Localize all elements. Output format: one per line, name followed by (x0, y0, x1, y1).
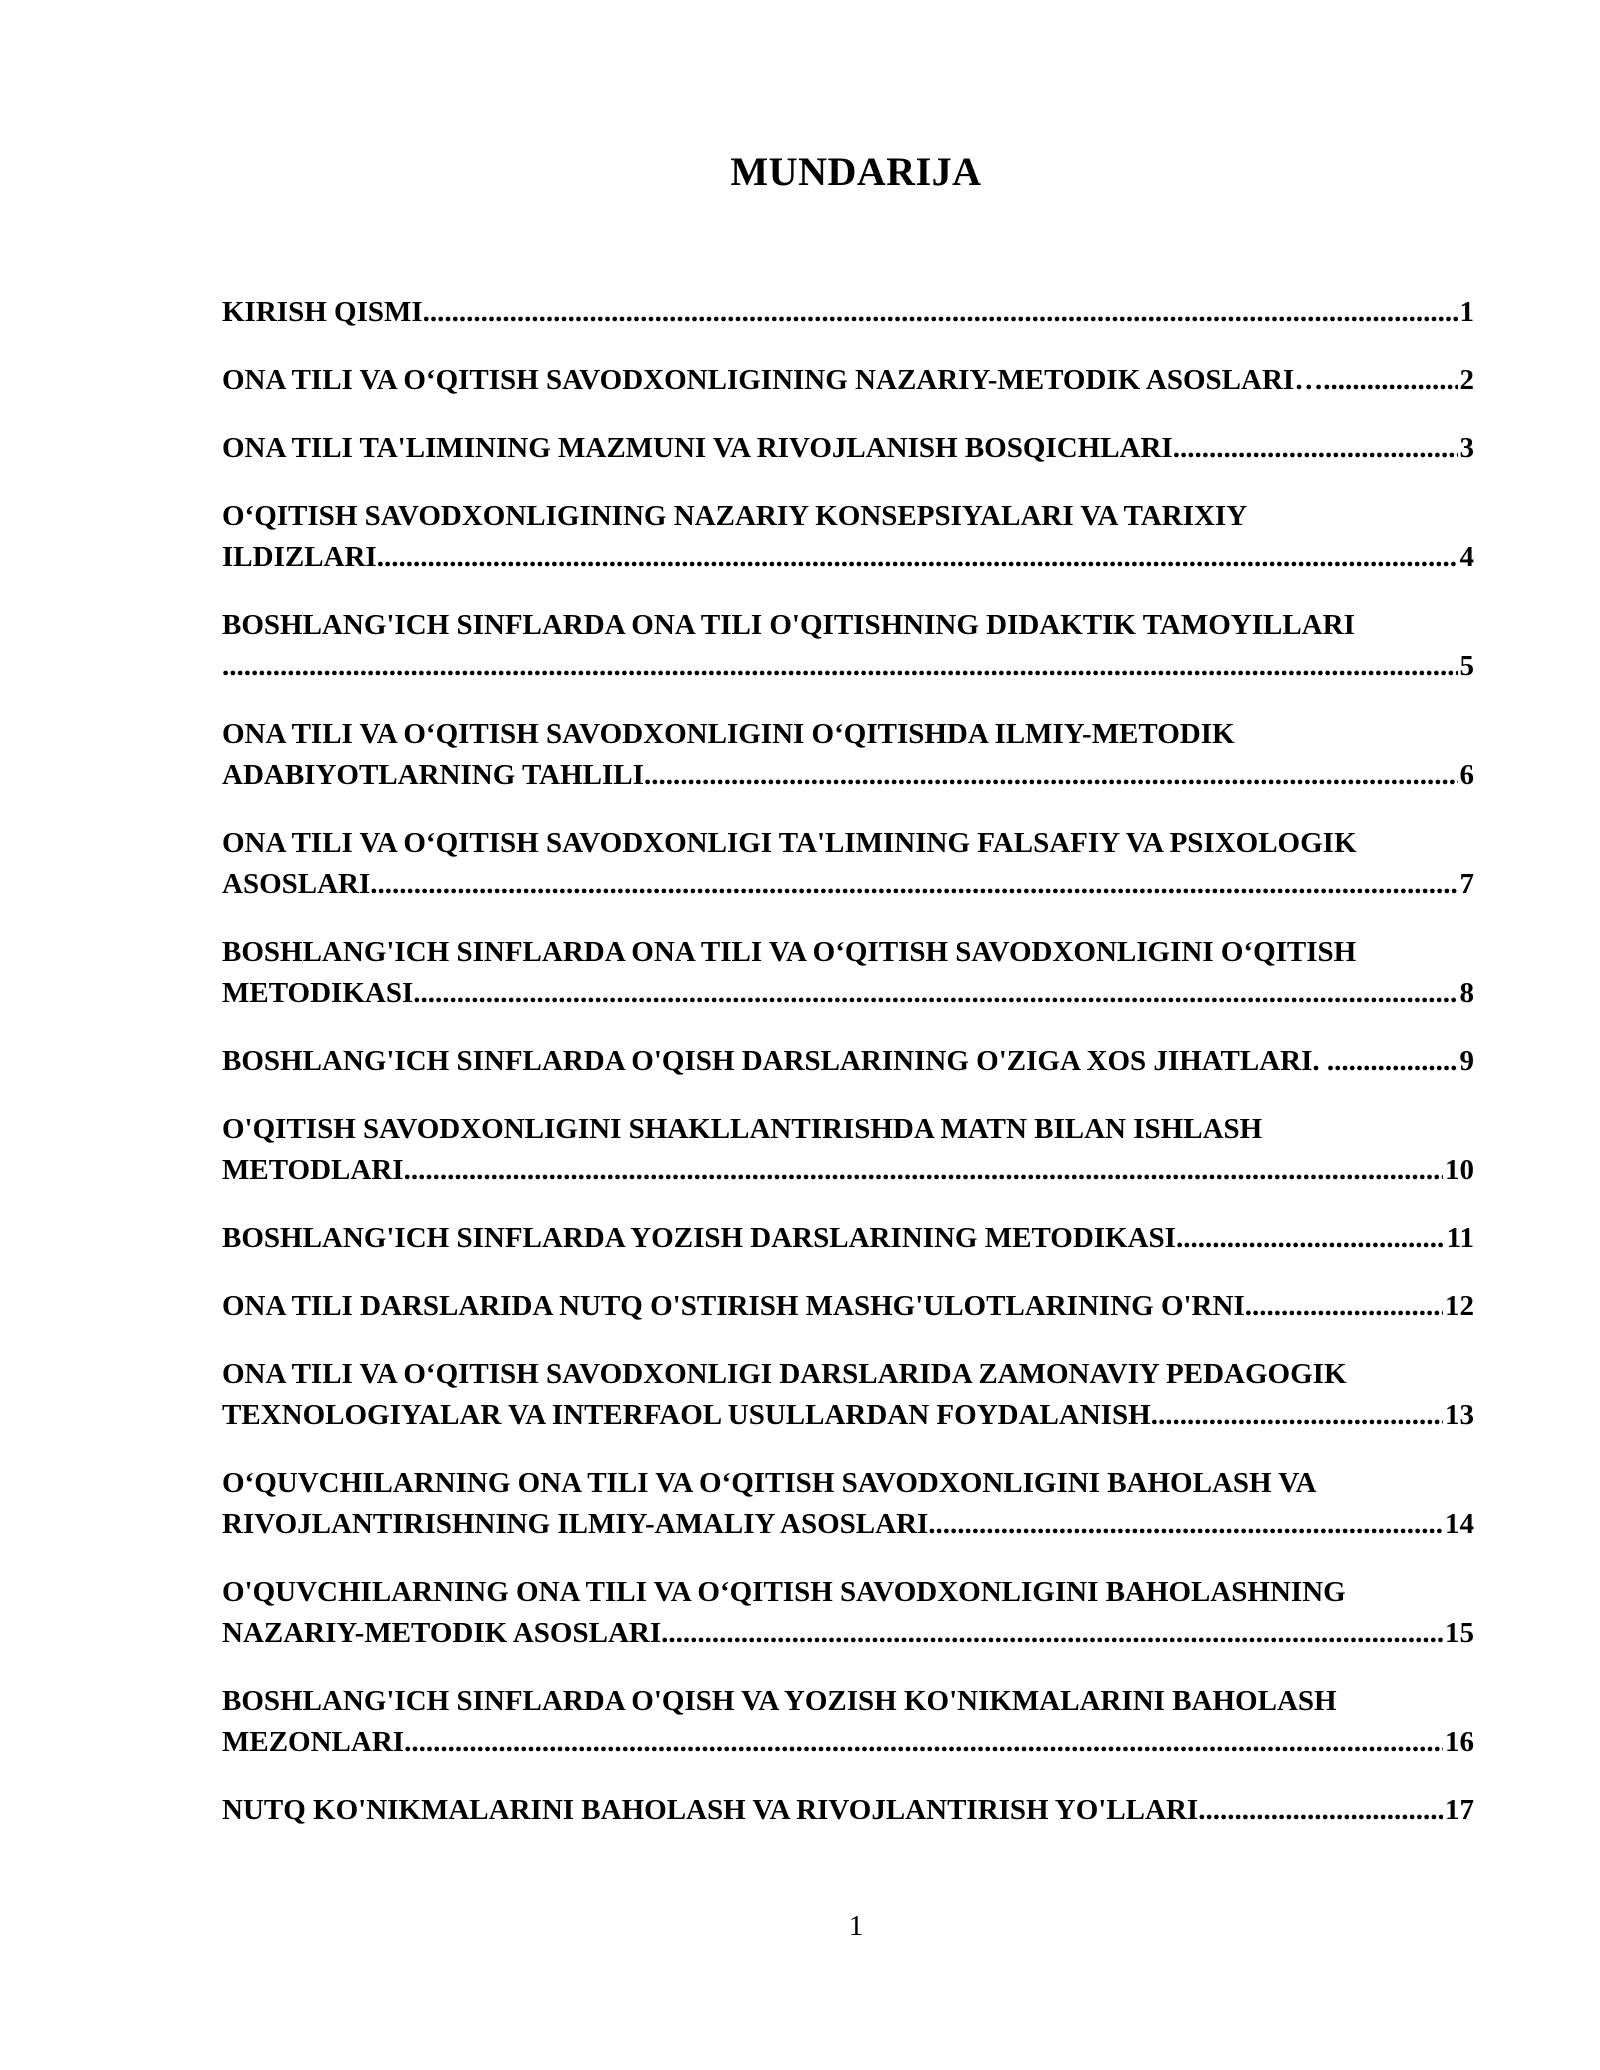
toc-page-number: 17 (1445, 1794, 1474, 1826)
toc-entry-title-line: O'QUVCHILARNING ONA TILI VA O‘QITISH SAVODXONLIGINI BAHOLASHNING (222, 1576, 1346, 1608)
toc-entry-title: KIRISH QISMI (222, 296, 423, 328)
toc-entry-title-line: O‘QUVCHILARNING ONA TILI VA O‘QITISH SAVODXONLIGINI BAHOLASH VA (222, 1467, 1317, 1499)
toc-page-number: 1 (1459, 296, 1474, 328)
toc-entry-title: ASOSLARI (222, 868, 371, 900)
toc-page-number: 16 (1445, 1726, 1474, 1758)
toc-entry-title-line: O'QITISH SAVODXONLIGINI SHAKLLANTIRISHDA MATN BILAN ISHLASH (222, 1113, 1263, 1145)
dot-leader (644, 755, 1458, 796)
toc-entry-title: BOSHLANG'ICH SINFLARDA YOZISH DARSLARINING METODIKASI (222, 1222, 1176, 1254)
dot-leader (370, 864, 1457, 905)
toc-entry[interactable] (222, 1463, 1474, 1545)
toc-entry-title: ONA TILI TA'LIMINING MAZMUNI VA RIVOJLANISH BOSQICHLARI (222, 432, 1173, 464)
dot-leader (928, 1504, 1443, 1545)
toc-page-number: 9 (1459, 1045, 1474, 1077)
toc-entry[interactable] (222, 1681, 1474, 1763)
toc-entry-title-line: BOSHLANG'ICH SINFLARDA ONA TILI VA O‘QITISH SAVODXONLIGINI O‘QITISH (222, 936, 1357, 968)
toc-page-number: 5 (1459, 650, 1474, 682)
toc-entry[interactable] (222, 1790, 1474, 1831)
toc-entry-line (222, 1395, 1474, 1436)
toc-page-number: 8 (1459, 977, 1474, 1009)
toc-page-number: 15 (1445, 1617, 1474, 1649)
toc-entry-title: ILDIZLARI (222, 541, 377, 573)
toc-entry-title: ADABIYOTLARNING TAHLILI (222, 759, 644, 791)
toc-entry-title-line: ONA TILI VA O‘QITISH SAVODXONLIGI DARSLARIDA ZAMONAVIY PEDAGOGIK (222, 1358, 1347, 1390)
dot-leader (413, 973, 1457, 1014)
toc-entry-title: NUTQ KO'NIKMALARINI BAHOLASH VA RIVOJLANTIRISH YO'LLARI (222, 1794, 1199, 1826)
toc-entry[interactable] (222, 932, 1474, 1014)
dot-leader (423, 292, 1458, 333)
toc-entry-line (222, 360, 1474, 401)
toc-entry-line (222, 973, 1474, 1014)
toc-entry[interactable] (222, 1572, 1474, 1654)
table-of-contents (222, 292, 1474, 1858)
dot-leader (1245, 1286, 1443, 1327)
toc-page-number: 6 (1459, 759, 1474, 791)
toc-page-number: 4 (1459, 541, 1474, 573)
toc-entry-title: TEXNOLOGIYALAR VA INTERFAOL USULLARDAN FOYDALANISH (222, 1399, 1151, 1431)
toc-entry-title: NAZARIY-METODIK ASOSLARI (222, 1617, 662, 1649)
toc-page-number: 11 (1446, 1222, 1474, 1254)
toc-entry[interactable] (222, 1354, 1474, 1436)
toc-entry-line (222, 1041, 1474, 1082)
toc-entry-line (222, 1613, 1474, 1654)
toc-entry-title: ONA TILI DARSLARIDA NUTQ O'STIRISH MASHG'ULOTLARINING O'RNI (222, 1290, 1245, 1322)
toc-entry-line (222, 1504, 1474, 1545)
toc-entry-line (222, 428, 1474, 469)
toc-entry-line (222, 646, 1474, 687)
dot-leader (222, 646, 1458, 687)
toc-entry[interactable] (222, 428, 1474, 469)
toc-entry-title: RIVOJLANTIRISHNING ILMIY-AMALIY ASOSLARI (222, 1508, 929, 1540)
dot-leader (1198, 1790, 1443, 1831)
toc-entry[interactable] (222, 496, 1474, 578)
toc-entry[interactable] (222, 605, 1474, 687)
dot-leader (661, 1613, 1443, 1654)
toc-entry-title-line: ONA TILI VA O‘QITISH SAVODXONLIGI TA'LIMINING FALSAFIY VA PSIXOLOGIK (222, 827, 1357, 859)
dot-leader (1176, 1218, 1445, 1259)
toc-entry-line (222, 292, 1474, 333)
dot-leader (1173, 428, 1458, 469)
toc-entry[interactable] (222, 1218, 1474, 1259)
toc-entry-title: ONA TILI VA O‘QITISH SAVODXONLIGINING NAZARIY-METODIK ASOSLARI… (222, 364, 1324, 396)
toc-entry[interactable] (222, 292, 1474, 333)
toc-entry-line (222, 1218, 1474, 1259)
toc-entry-line (222, 864, 1474, 905)
toc-entry[interactable] (222, 360, 1474, 401)
toc-page-number: 12 (1445, 1290, 1474, 1322)
toc-entry[interactable] (222, 823, 1474, 905)
toc-entry-line (222, 755, 1474, 796)
page-title: MUNDARIJA (730, 149, 982, 194)
dot-leader (404, 1722, 1443, 1763)
toc-page-number: 2 (1459, 364, 1474, 396)
toc-entry-title-line: O‘QITISH SAVODXONLIGINING NAZARIY KONSEPSIYALARI VA TARIXIY (222, 500, 1248, 532)
toc-entry-title-line: BOSHLANG'ICH SINFLARDA O'QISH VA YOZISH KO'NIKMALARINI BAHOLASH (222, 1685, 1337, 1717)
toc-entry[interactable] (222, 1109, 1474, 1191)
dot-leader (1151, 1395, 1443, 1436)
toc-entry[interactable] (222, 714, 1474, 796)
toc-page-number: 3 (1459, 432, 1474, 464)
toc-entry-title: METODLARI (222, 1154, 404, 1186)
toc-page-number: 10 (1445, 1154, 1474, 1186)
toc-entry[interactable] (222, 1041, 1474, 1082)
toc-entry-title-line: ONA TILI VA O‘QITISH SAVODXONLIGINI O‘QITISHDA ILMIY-METODIK (222, 718, 1235, 750)
toc-entry-title: MEZONLARI (222, 1726, 405, 1758)
toc-entry-line (222, 537, 1474, 578)
toc-entry-line (222, 1150, 1474, 1191)
dot-leader (404, 1150, 1443, 1191)
toc-entry[interactable] (222, 1286, 1474, 1327)
toc-page-number: 7 (1459, 868, 1474, 900)
toc-entry-line (222, 1722, 1474, 1763)
toc-entry-title: BOSHLANG'ICH SINFLARDA O'QISH DARSLARINING O'ZIGA XOS JIHATLARI. . (222, 1045, 1335, 1077)
dot-leader (1323, 360, 1457, 401)
toc-page-number: 13 (1445, 1399, 1474, 1431)
toc-entry-line (222, 1286, 1474, 1327)
toc-entry-title-line: BOSHLANG'ICH SINFLARDA ONA TILI O'QITISHNING DIDAKTIK TAMOYILLARI (222, 609, 1355, 641)
toc-entry-line (222, 1790, 1474, 1831)
toc-page-number: 14 (1445, 1508, 1474, 1540)
page-number: 1 (848, 1910, 864, 1942)
toc-entry-title: METODIKASI (222, 977, 414, 1009)
dot-leader (377, 537, 1458, 578)
dot-leader (1334, 1041, 1457, 1082)
